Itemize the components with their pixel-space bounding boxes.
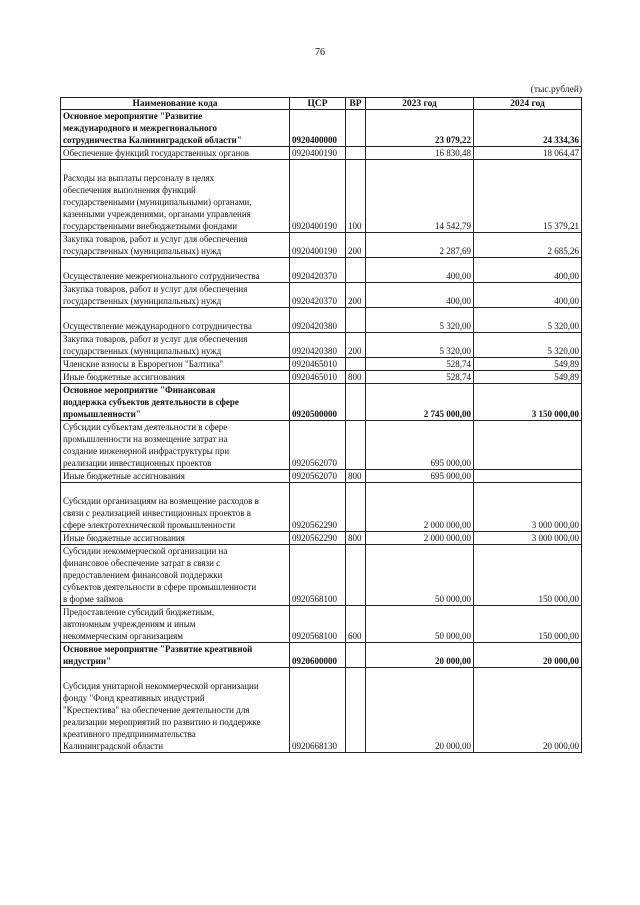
row-2023: 695 000,00 — [366, 421, 474, 470]
row-csr: 0920668130 — [290, 668, 346, 753]
row-csr: 0920420380 — [290, 333, 346, 358]
row-2024 — [474, 421, 582, 470]
row-2023: 50 000,00 — [366, 606, 474, 643]
row-csr: 0920600000 — [290, 643, 346, 668]
header-2023: 2023 год — [366, 98, 474, 110]
row-csr: 0920420370 — [290, 258, 346, 283]
row-2024: 3 150 000,00 — [474, 384, 582, 421]
row-2024: 18 064,47 — [474, 147, 582, 160]
row-name: Осуществление межрегионального сотрудничества — [61, 258, 290, 283]
row-csr: 0920400190 — [290, 147, 346, 160]
header-name: Наименование кода — [61, 98, 290, 110]
row-csr: 0920568100 — [290, 606, 346, 643]
table-row — [61, 147, 582, 160]
table-row — [61, 258, 582, 283]
table-row — [61, 233, 582, 258]
table-body — [61, 110, 582, 753]
header-vr: ВР — [346, 98, 366, 110]
row-vr: 800 — [346, 371, 366, 384]
row-name: Предоставление субсидий бюджетным, автономным учреждениям и иным некоммерческим организациям — [61, 606, 290, 643]
budget-table — [60, 97, 582, 753]
row-name: Членские взносы в Еврорегион "Балтика" — [61, 358, 290, 371]
table-row — [61, 532, 582, 545]
table-row — [61, 308, 582, 333]
row-vr: 200 — [346, 233, 366, 258]
row-csr: 0920420370 — [290, 283, 346, 308]
row-2024: 20 000,00 — [474, 668, 582, 753]
row-2023: 400,00 — [366, 283, 474, 308]
row-2024: 400,00 — [474, 258, 582, 283]
table-row — [61, 283, 582, 308]
row-2023: 2 745 000,00 — [366, 384, 474, 421]
table-row — [61, 110, 582, 147]
row-2023: 5 320,00 — [366, 333, 474, 358]
row-2023: 20 000,00 — [366, 668, 474, 753]
row-2024: 5 320,00 — [474, 333, 582, 358]
row-2024 — [474, 470, 582, 483]
row-2024: 24 334,36 — [474, 110, 582, 147]
row-2023: 695 000,00 — [366, 470, 474, 483]
row-name: Закупка товаров, работ и услуг для обеспечения государственных (муниципальных) нужд — [61, 283, 290, 308]
row-2023: 5 320,00 — [366, 308, 474, 333]
row-csr: 0920562290 — [290, 483, 346, 532]
row-2023: 50 000,00 — [366, 545, 474, 606]
row-name: Расходы на выплаты персоналу в целях обеспечения выполнения функций государственными (муниципальными) органами, казенными учреждениями, органами управления государственными внебюджетными фондами — [61, 160, 290, 233]
table-row — [61, 483, 582, 532]
row-2024: 2 685,26 — [474, 233, 582, 258]
row-vr — [346, 643, 366, 668]
row-name: Субсидия унитарной некоммерческой организации фонду "Фонд креативных индустрий "Креспектива" на обеспечение деятельности для реализации мероприятий по развитию и поддержке креативного предпринимательства Калининградской области — [61, 668, 290, 753]
table-row — [61, 643, 582, 668]
row-vr: 600 — [346, 606, 366, 643]
table-row — [61, 160, 582, 233]
row-2024: 5 320,00 — [474, 308, 582, 333]
row-2024: 20 000,00 — [474, 643, 582, 668]
row-2023: 16 830,48 — [366, 147, 474, 160]
row-vr — [346, 147, 366, 160]
row-csr: 0920420380 — [290, 308, 346, 333]
row-2023: 528,74 — [366, 358, 474, 371]
row-vr: 200 — [346, 283, 366, 308]
row-2024: 400,00 — [474, 283, 582, 308]
row-name: Субсидии некоммерческой организации на финансовое обеспечение затрат в связи с предоставлением финансовой поддержки субъектов деятельности в сфере промышленности в форме займов — [61, 545, 290, 606]
row-csr: 0920562070 — [290, 470, 346, 483]
row-2024: 549,89 — [474, 358, 582, 371]
row-csr: 0920400190 — [290, 233, 346, 258]
row-2023: 23 079,22 — [366, 110, 474, 147]
table-row — [61, 470, 582, 483]
table-row — [61, 421, 582, 470]
row-2024: 150 000,00 — [474, 545, 582, 606]
header-row — [61, 98, 582, 110]
row-csr: 0920500000 — [290, 384, 346, 421]
row-name: Основное мероприятие "Развитие международного и межрегионального сотрудничества Калининградской области" — [61, 110, 290, 147]
table-row — [61, 384, 582, 421]
table-row — [61, 358, 582, 371]
row-2024: 3 000 000,00 — [474, 532, 582, 545]
table-row — [61, 333, 582, 358]
row-csr: 0920568100 — [290, 545, 346, 606]
row-name: Закупка товаров, работ и услуг для обеспечения государственных (муниципальных) нужд — [61, 333, 290, 358]
row-2023: 2 287,69 — [366, 233, 474, 258]
row-vr — [346, 421, 366, 470]
row-2024: 3 000 000,00 — [474, 483, 582, 532]
row-vr: 100 — [346, 160, 366, 233]
row-name: Закупка товаров, работ и услуг для обеспечения государственных (муниципальных) нужд — [61, 233, 290, 258]
row-csr: 0920400000 — [290, 110, 346, 147]
table-row — [61, 371, 582, 384]
row-2024: 150 000,00 — [474, 606, 582, 643]
table-row — [61, 545, 582, 606]
row-vr — [346, 308, 366, 333]
row-vr — [346, 358, 366, 371]
table-row — [61, 606, 582, 643]
row-name: Основное мероприятие "Развитие креативной индустрии" — [61, 643, 290, 668]
row-2023: 528,74 — [366, 371, 474, 384]
row-vr — [346, 545, 366, 606]
row-csr: 0920562070 — [290, 421, 346, 470]
row-vr — [346, 110, 366, 147]
row-name: Субсидии организациям на возмещение расходов в связи с реализацией инвестиционных проектов в сфере электротехнической промышленности — [61, 483, 290, 532]
row-csr: 0920465010 — [290, 371, 346, 384]
row-vr — [346, 668, 366, 753]
row-name: Субсидии субъектам деятельности в сфере промышленности на возмещение затрат на создание инженерной инфраструктуры при реализации инвестиционных проектов — [61, 421, 290, 470]
row-vr: 200 — [346, 333, 366, 358]
row-2023: 14 542,79 — [366, 160, 474, 233]
row-2023: 20 000,00 — [366, 643, 474, 668]
row-2023: 2 000 000,00 — [366, 483, 474, 532]
header-2024: 2024 год — [474, 98, 582, 110]
row-csr: 0920465010 — [290, 358, 346, 371]
row-vr — [346, 384, 366, 421]
row-2023: 400,00 — [366, 258, 474, 283]
row-name: Основное мероприятие "Финансовая поддержка субъектов деятельности в сфере промышленности" — [61, 384, 290, 421]
page-number: 76 — [315, 47, 325, 58]
units-label: (тыс.рублей) — [530, 85, 582, 95]
row-name: Иные бюджетные ассигнования — [61, 532, 290, 545]
row-vr — [346, 258, 366, 283]
row-csr: 0920562290 — [290, 532, 346, 545]
row-2023: 2 000 000,00 — [366, 532, 474, 545]
row-vr — [346, 483, 366, 532]
row-2024: 549,89 — [474, 371, 582, 384]
row-csr: 0920400190 — [290, 160, 346, 233]
row-name: Обеспечение функций государственных органов — [61, 147, 290, 160]
row-name: Иные бюджетные ассигнования — [61, 470, 290, 483]
row-name: Осуществление международного сотрудничества — [61, 308, 290, 333]
row-name: Иные бюджетные ассигнования — [61, 371, 290, 384]
table-row — [61, 668, 582, 753]
row-vr: 800 — [346, 532, 366, 545]
row-2024: 15 379,21 — [474, 160, 582, 233]
row-vr: 800 — [346, 470, 366, 483]
header-csr: ЦСР — [290, 98, 346, 110]
